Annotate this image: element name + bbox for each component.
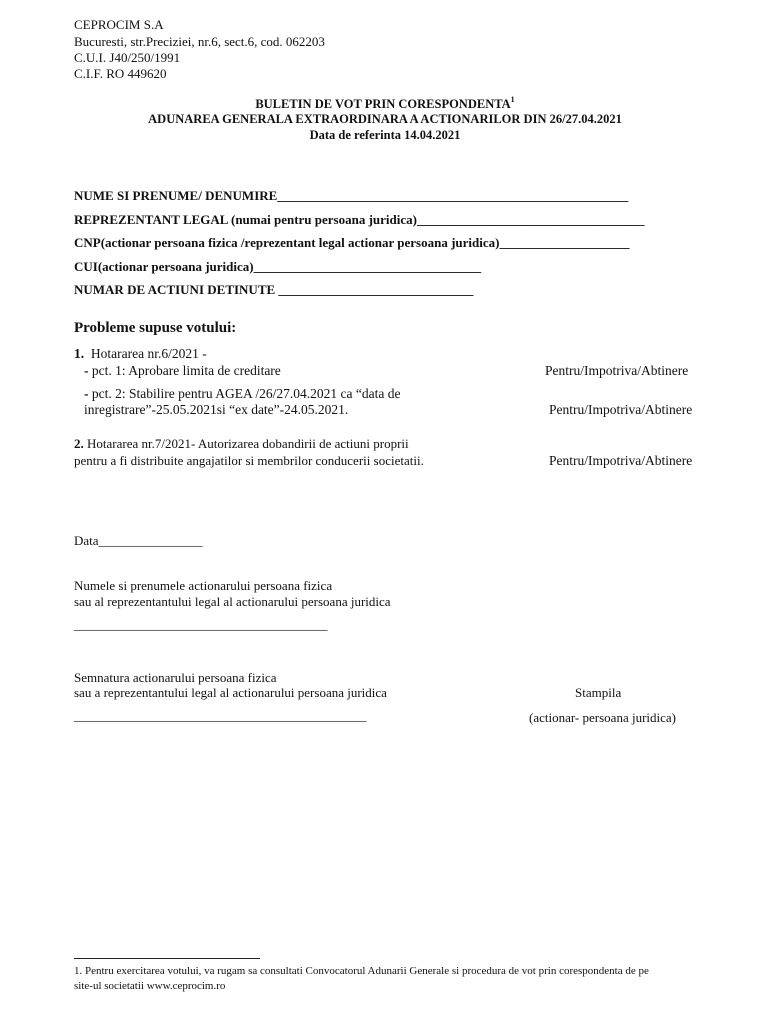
item-1-point-2 bbox=[84, 386, 400, 402]
company-address: Bucuresti, str.Preciziei, nr.6, sect.6, cod. 062203 bbox=[74, 34, 325, 49]
shareholder-name-line[interactable]: _______________________________________ bbox=[74, 617, 328, 632]
footnote-divider bbox=[74, 958, 260, 959]
name-field[interactable]: NUME SI PRENUME/ DENUMIRE______________________________________________________ bbox=[74, 188, 629, 203]
signature-label: Semnatura actionarului persoana fizica bbox=[74, 670, 277, 685]
shareholder-name-label: Numele si prenumele actionarului persoana fizica bbox=[74, 578, 333, 593]
signature-line[interactable]: _____________________________________________ bbox=[74, 708, 367, 723]
vote-option-item-1-point-2[interactable]: Pentru/Impotriva/Abtinere bbox=[549, 402, 693, 417]
stamp-label: Stampila bbox=[575, 685, 622, 700]
signature-label-2: sau a reprezentantului legal al actionarului persoana juridica bbox=[74, 685, 387, 700]
item-1-point-2-text: pct. 2: Stabilire pentru AGEA /26/27.04.2021 ca “data de bbox=[91, 386, 401, 401]
item-1-point-1 bbox=[84, 363, 281, 379]
cui-field[interactable]: CUI(actionar persoana juridica)___________________________________ bbox=[74, 259, 482, 274]
ballot-title bbox=[0, 96, 770, 112]
item-1-point-2-dash: - bbox=[84, 386, 89, 401]
item-1-number: 1. bbox=[74, 346, 85, 361]
item-1-heading bbox=[74, 346, 207, 362]
stamp-note: (actionar- persoana juridica) bbox=[529, 710, 676, 725]
item-2-number: 2. bbox=[74, 436, 84, 451]
reference-date: Data de referinta 14.04.2021 bbox=[309, 128, 461, 142]
vote-option-item-2[interactable]: Pentru/Impotriva/Abtinere bbox=[549, 453, 693, 468]
company-cif: C.I.F. RO 449620 bbox=[74, 66, 167, 81]
section-title: Probleme supuse votului: bbox=[74, 320, 237, 336]
item-2-title: Hotararea nr.7/2021- Autorizarea dobandirii de actiuni proprii bbox=[87, 436, 409, 451]
item-1-point-1-dash: - bbox=[84, 363, 89, 378]
item-2-continuation: pentru a fi distribuite angajatilor si membrilor conducerii societatii. bbox=[74, 453, 424, 468]
shares-held-field[interactable]: NUMAR DE ACTIUNI DETINUTE ______________________________ bbox=[74, 282, 474, 297]
vote-option-item-1-point-1[interactable]: Pentru/Impotriva/Abtinere bbox=[545, 363, 689, 378]
meeting-title: ADUNAREA GENERALA EXTRAORDINARA A ACTIONARILOR DIN 26/27.04.2021 bbox=[148, 112, 622, 126]
item-1-point-2-continuation: inregistrare”-25.05.2021si “ex date”-24.05.2021. bbox=[84, 402, 349, 417]
cnp-field[interactable]: CNP(actionar persoana fizica /reprezentant legal actionar persoana juridica)____________________ bbox=[74, 235, 630, 250]
item-1-point-1-text: pct. 1: Aprobare limita de creditare bbox=[91, 363, 281, 378]
item-2-heading bbox=[74, 436, 409, 452]
footnote-text: 1. Pentru exercitarea votului, va rugam sa consultati Convocatorul Adunarii Generale si procedura de vot prin corespondenta de pe bbox=[74, 965, 649, 977]
footnote-text-2: site-ul societatii www.ceprocim.ro bbox=[74, 980, 226, 992]
company-cui: C.U.I. J40/250/1991 bbox=[74, 50, 181, 65]
legal-representative-field[interactable]: REPREZENTANT LEGAL (numai pentru persoana juridica)___________________________________ bbox=[74, 212, 645, 227]
ballot-title-text: BULETIN DE VOT PRIN CORESPONDENTA bbox=[255, 97, 511, 112]
date-field[interactable]: Data________________ bbox=[74, 533, 203, 548]
shareholder-name-label-2: sau al reprezentantului legal al actionarului persoana juridica bbox=[74, 594, 391, 609]
item-1-title: Hotararea nr.6/2021 - bbox=[90, 346, 207, 361]
company-name: CEPROCIM S.A bbox=[74, 17, 164, 32]
footnote-mark: 1 bbox=[510, 95, 515, 104]
